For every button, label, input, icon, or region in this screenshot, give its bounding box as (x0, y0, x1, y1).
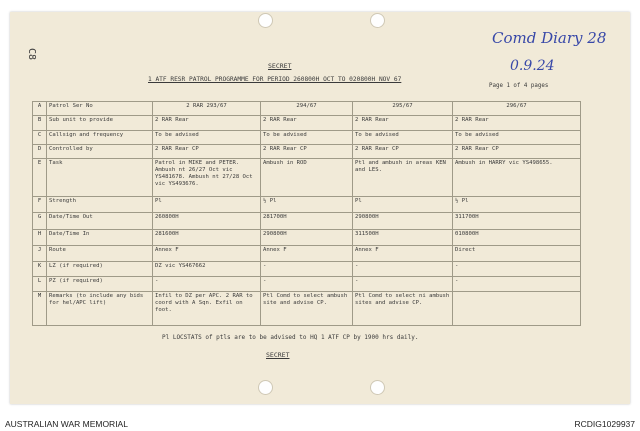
punch-hole (370, 13, 385, 28)
table-cell: Ptl and ambush in areas KEN and LES. (353, 159, 453, 197)
table-cell: 311700H (453, 213, 581, 229)
table-cell: 2 RAR Rear CP (453, 144, 581, 158)
column-header: 2 RAR 293/67 (153, 102, 261, 116)
table-cell: - (453, 276, 581, 291)
row-label: Controlled by (47, 144, 153, 158)
table-cell: Annex F (353, 246, 453, 261)
table-row (33, 292, 581, 326)
punch-hole (258, 13, 273, 28)
row-label: Sub unit to provide (47, 116, 153, 130)
row-letter: A (33, 102, 47, 116)
table-cell: 2 RAR Rear CP (353, 144, 453, 158)
row-label: Callsign and frequency (47, 130, 153, 144)
table-cell: - (453, 261, 581, 276)
table-cell: Patrol in MIKE and PETER. Ambush nt 26/27 Oct vic YS481678. Ambush nt 27/28 Oct vic YS493676. (153, 159, 261, 197)
table-cell: 281600H (153, 229, 261, 245)
table-cell: Pl (153, 197, 261, 213)
row-letter: M (33, 292, 47, 326)
row-letter: E (33, 159, 47, 197)
table-cell: - (353, 261, 453, 276)
table-row (33, 197, 581, 213)
table-cell: 2 RAR Rear (261, 116, 353, 130)
table-row (33, 102, 581, 116)
table-cell: To be advised (453, 130, 581, 144)
table-row (33, 261, 581, 276)
table-cell: 260800H (153, 213, 261, 229)
punch-hole (258, 380, 273, 395)
table-cell: 2 RAR Rear (353, 116, 453, 130)
table-cell: - (261, 261, 353, 276)
row-letter: G (33, 213, 47, 229)
diary-stamp-line1: Comd Diary 28 (492, 29, 607, 47)
patrol-programme-table (32, 101, 581, 326)
table-cell: To be advised (153, 130, 261, 144)
punch-hole (370, 380, 385, 395)
row-label: Date/Time Out (47, 213, 153, 229)
table-cell: 2 RAR Rear CP (153, 144, 261, 158)
table-row (33, 229, 581, 245)
table-cell: Ambush in ROD (261, 159, 353, 197)
table-cell: 2 RAR Rear CP (261, 144, 353, 158)
table-cell: 290800H (261, 229, 353, 245)
page-label: Page 1 of 4 pages (489, 83, 549, 89)
table-row (33, 116, 581, 130)
table-cell: 2 RAR Rear (153, 116, 261, 130)
margin-mark: C8 (26, 48, 37, 61)
row-letter: C (33, 130, 47, 144)
column-header: 295/67 (353, 102, 453, 116)
table-row (33, 246, 581, 261)
row-letter: B (33, 116, 47, 130)
row-label: Task (47, 159, 153, 197)
table-cell: 281700H (261, 213, 353, 229)
table-row (33, 144, 581, 158)
table-cell (453, 292, 581, 326)
row-letter: L (33, 276, 47, 291)
row-label: PZ (if required) (47, 276, 153, 291)
row-label: Strength (47, 197, 153, 213)
table-row (33, 276, 581, 291)
row-label: Remarks (to include any bids for hel/APC lift) (47, 292, 153, 326)
table-cell: Ambush in HARRY vic YS498655. (453, 159, 581, 197)
table-cell: ½ Pl (453, 197, 581, 213)
table-cell: - (153, 276, 261, 291)
archive-name: AUSTRALIAN WAR MEMORIAL (5, 419, 128, 429)
row-label: LZ (if required) (47, 261, 153, 276)
row-label: Route (47, 246, 153, 261)
column-header: 294/67 (261, 102, 353, 116)
table-cell: Direct (453, 246, 581, 261)
table-cell: 311500H (353, 229, 453, 245)
locstat-note: Pl LOCSTATS of ptls are to be advised to HQ 1 ATF CP by 1900 hrs daily. (162, 334, 419, 341)
table-cell: 290800H (353, 213, 453, 229)
table-cell: ½ Pl (261, 197, 353, 213)
table-cell: - (353, 276, 453, 291)
table-cell: Infil to DZ per APC. 2 RAR to coord with A Sqn. Exfil on foot. (153, 292, 261, 326)
table-cell: Annex F (261, 246, 353, 261)
table-cell: DZ vic YS467662 (153, 261, 261, 276)
row-letter: D (33, 144, 47, 158)
row-label: Date/Time In (47, 229, 153, 245)
row-letter: K (33, 261, 47, 276)
table-cell: Ptl Comd to select ambush site and advise CP. (261, 292, 353, 326)
row-letter: F (33, 197, 47, 213)
table-row (33, 213, 581, 229)
column-header: 296/67 (453, 102, 581, 116)
table-row (33, 130, 581, 144)
document-title: 1 ATF RESR PATROL PROGRAMME FOR PERIOD 260800H OCT TO 020800H NOV 67 (148, 76, 402, 83)
row-letter: J (33, 246, 47, 261)
archive-reference: RCDIG1029937 (574, 419, 635, 429)
security-classification-bottom: SECRET (266, 351, 290, 359)
row-label: Patrol Ser No (47, 102, 153, 116)
table-row (33, 159, 581, 197)
table-cell: Pl (353, 197, 453, 213)
table-cell: Annex F (153, 246, 261, 261)
table-cell: 010800H (453, 229, 581, 245)
security-classification-top: SECRET (268, 62, 292, 70)
table-cell: Ptl Comd to select ni ambush sites and advise CP. (353, 292, 453, 326)
table-cell: To be advised (353, 130, 453, 144)
table-cell: 2 RAR Rear (453, 116, 581, 130)
table-cell: To be advised (261, 130, 353, 144)
diary-stamp-line2: 0.9.24 (510, 58, 555, 74)
archive-footer (0, 410, 640, 431)
table-cell: - (261, 276, 353, 291)
row-letter: H (33, 229, 47, 245)
